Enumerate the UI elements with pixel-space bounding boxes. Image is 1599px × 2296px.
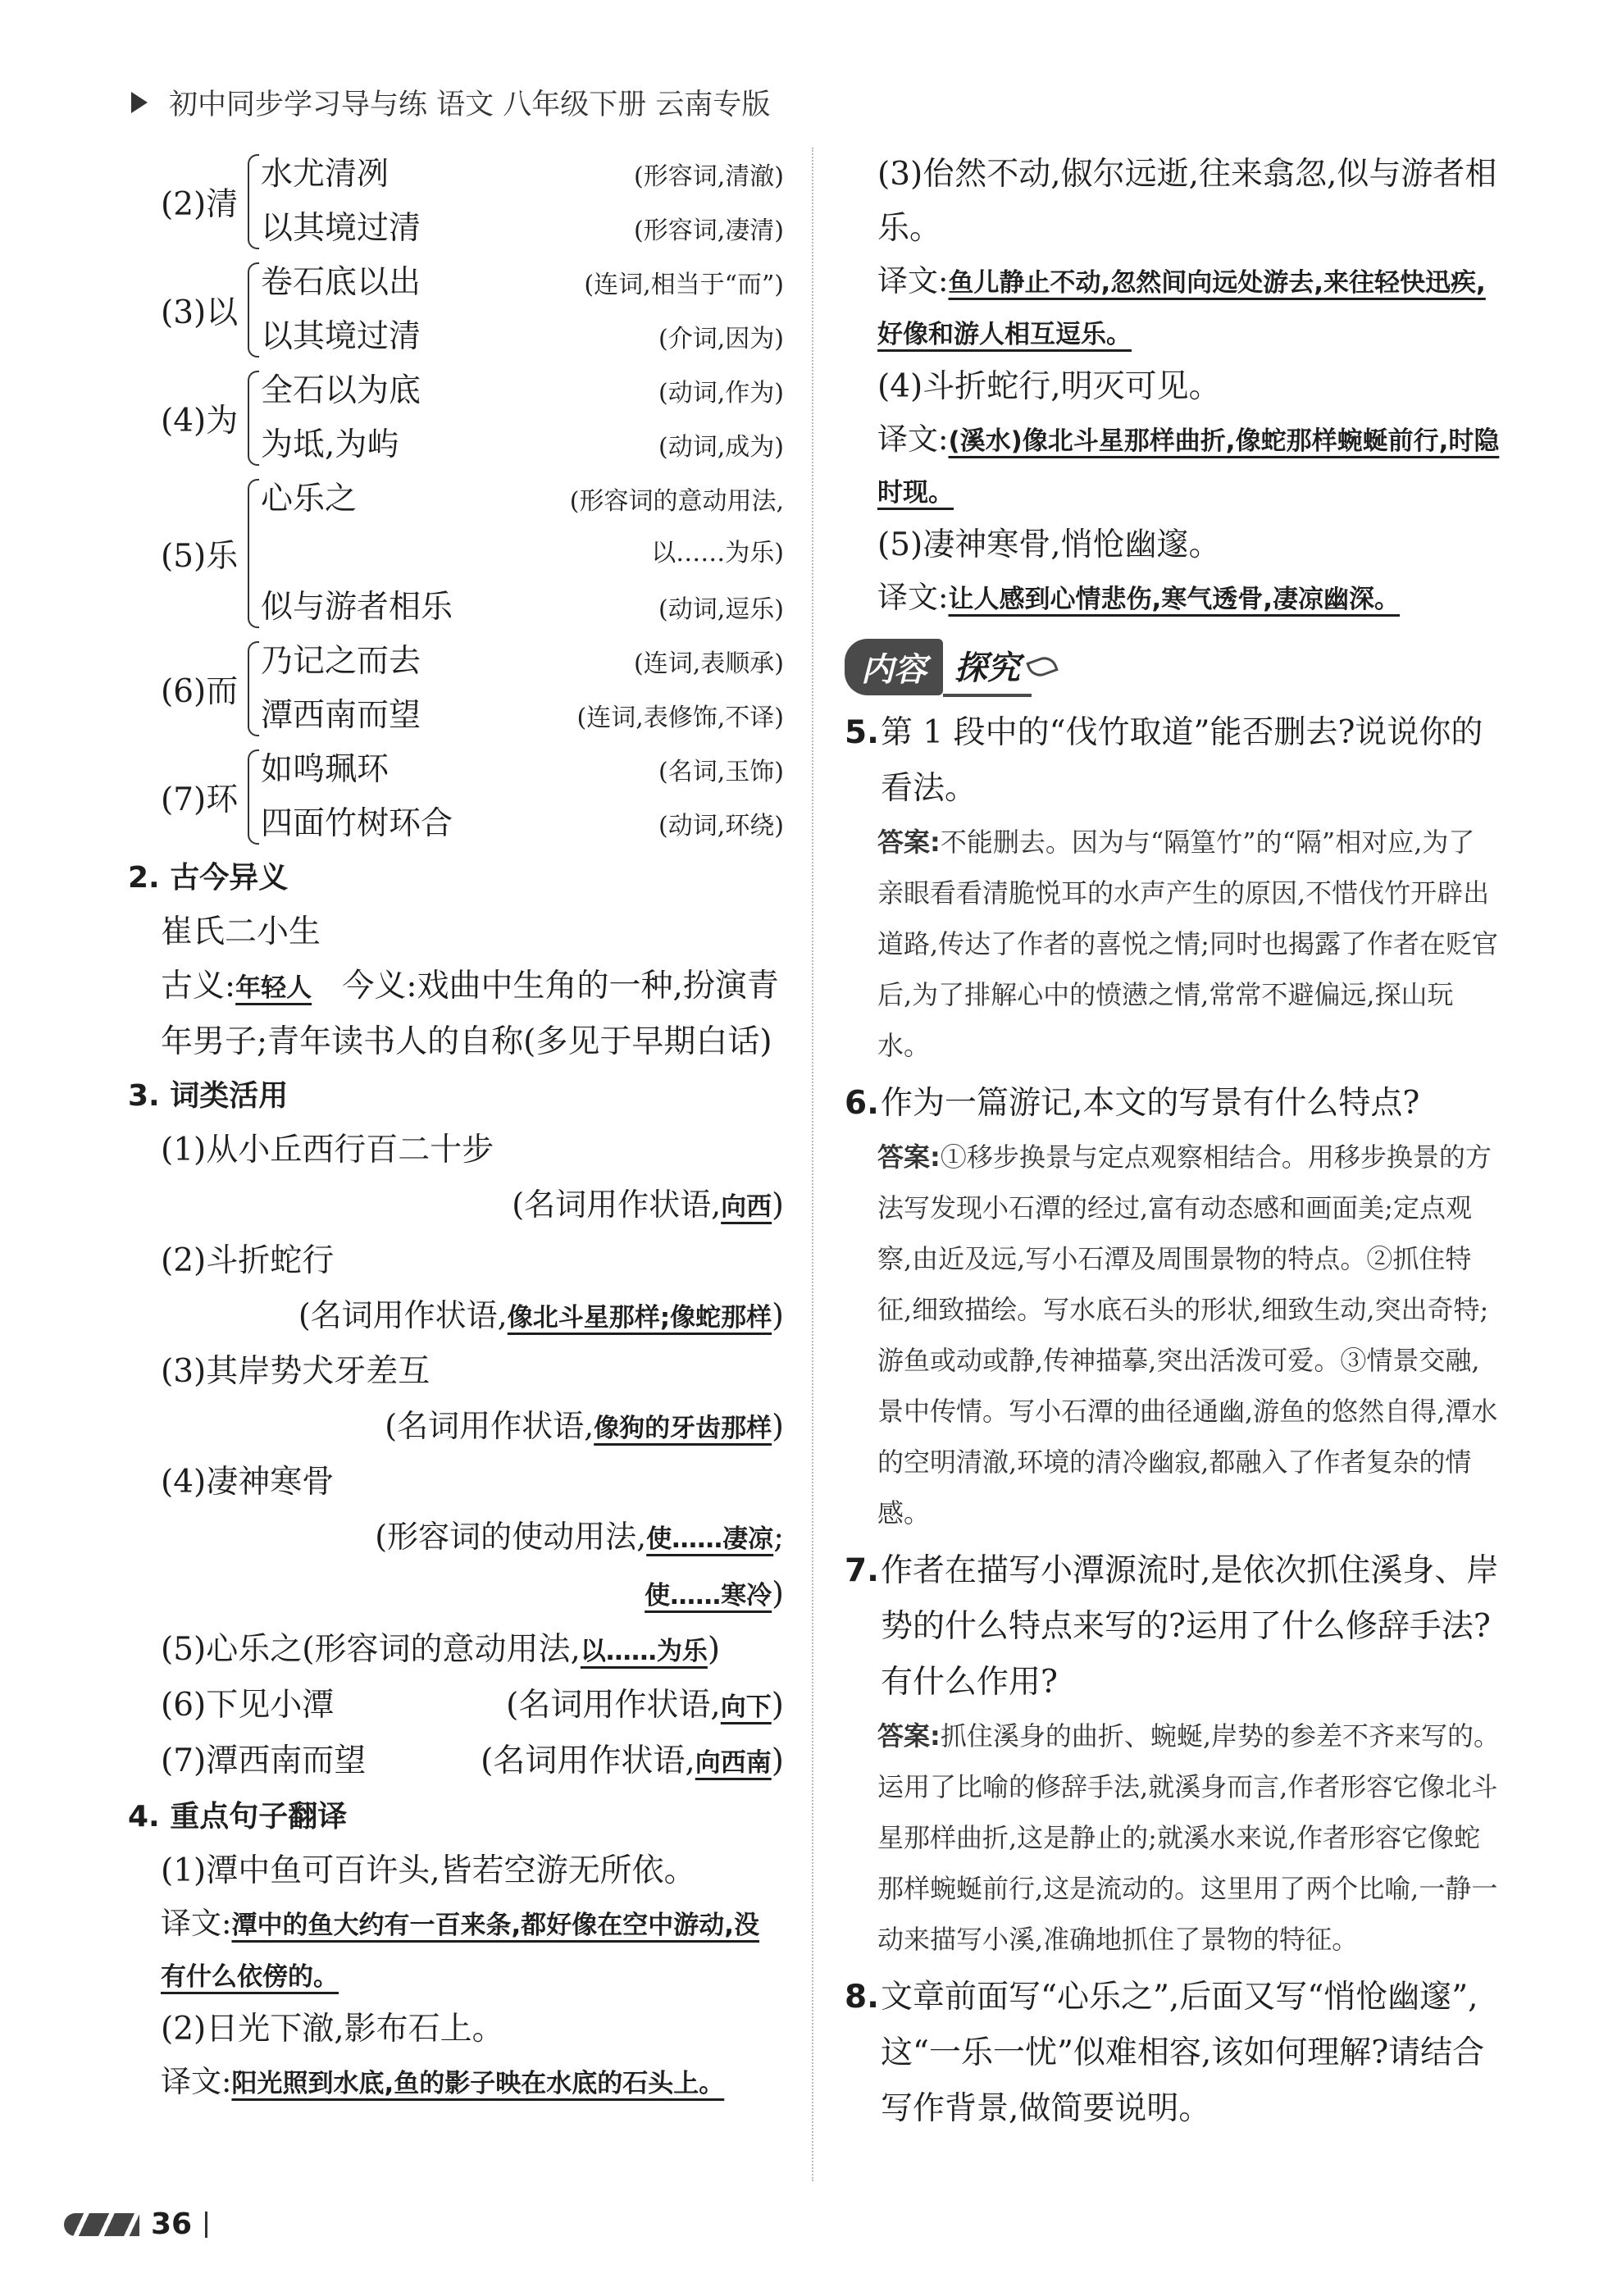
brace-icon <box>243 479 257 628</box>
example-note: (动词,环绕) <box>658 812 784 840</box>
answer-text <box>877 1711 1501 1965</box>
question-text: 作者在描写小潭源流时,是依次抓住溪身、岸势的什么特点来写的?运用了什么修辞手法?有什么作用? <box>881 1552 1499 1701</box>
answer-body: ①移步换景与定点观察相结合。用移步换景的方法写发现小石潭的经过,富有动态感和画面美;定点观察,由近及远,写小石潭及周围景物的特点。②抓住特征,细致描绘。写水底石头的形状,细致生动,突出奇特;游鱼或动或静,传神描摹,突出活泼可爱。③情景交融,景中传情。写小石潭的曲径通幽,游鱼的悠然自得,潭水的空明清澈,环境的清冷幽寂,都融入了作者复杂的情感。 <box>877 1141 1498 1528</box>
example-note: (连词,相当于“而”) <box>584 271 784 299</box>
s4-a1: 译文:潭中的鱼大约有一百来条,都好像在空中游动,没有什么依傍的。 <box>161 1906 760 1992</box>
example-row <box>261 310 784 364</box>
s3-note-4b: 使……寒冷) <box>645 1575 784 1611</box>
answer-text <box>877 1132 1501 1538</box>
left-column <box>128 148 784 2109</box>
r-a4: 译文:(溪水)像北斗星那样曲折,像蛇那样蜿蜒前行,时隐时现。 <box>877 421 1500 508</box>
question-text: 第 1 段中的“伐竹取道”能否删去?说说你的看法。 <box>881 714 1483 807</box>
s2-jin-text: 今义:戏曲中生角的一种,扮演青年男子;青年读书人的自称(多见于早期白话) <box>161 968 779 1060</box>
question-number: 7. <box>845 1552 879 1589</box>
example-sentence: 卷石底以出 <box>261 264 421 301</box>
example-row <box>261 797 784 851</box>
banner-label-b: 探究 <box>943 637 1032 697</box>
example-note: (名词,玉饰) <box>658 758 784 786</box>
group-key: (7)环 <box>161 781 239 818</box>
s4-q2: (2)日光下澈,影布石上。 <box>161 2011 504 2048</box>
s4-a2: 译文:阳光照到水底,鱼的影子映在水底的石头上。 <box>161 2064 725 2099</box>
stripes-decoration-icon <box>64 2213 139 2236</box>
example-note: (形容词,清澈) <box>634 162 784 191</box>
r-q4: (4)斗折蛇行,明灭可见。 <box>877 368 1221 405</box>
section-banner <box>845 633 1501 700</box>
polysemy-group <box>161 743 784 851</box>
group-key: (5)乐 <box>161 538 239 575</box>
example-row <box>261 526 784 581</box>
answer-text <box>877 817 1501 1071</box>
question-item <box>845 1970 1501 2137</box>
question-number: 5. <box>845 714 879 751</box>
polysemy-group <box>161 635 784 743</box>
question-number: 8. <box>845 1979 879 2016</box>
r-a5: 译文:让人感到心情悲伤,寒气透骨,凄凉幽深。 <box>877 580 1401 615</box>
answer-body: 不能删去。因为与“隔篁竹”的“隔”相对应,为了亲眼看看清脆悦耳的水声产生的原因,不惜伐竹开辟出道路,传达了作者的喜悦之情;同时也揭露了作者在贬官后,为了排解心中的愤懑之情,常常不避偏远,探山玩水。 <box>877 827 1498 1061</box>
page-number: 36 <box>151 2207 193 2241</box>
s2-gu-value: 年轻人 <box>235 973 312 1003</box>
example-sentence: 心乐之 <box>261 481 358 517</box>
r-q3: (3)佁然不动,俶尔远逝,往来翕忽,似与游者相乐。 <box>877 156 1497 247</box>
example-row <box>261 364 784 418</box>
polysemy-group <box>161 256 784 364</box>
answer-label: 答案: <box>877 1720 941 1752</box>
polysemy-group <box>161 472 784 635</box>
example-row <box>261 635 784 689</box>
play-triangle-icon <box>131 92 148 113</box>
polysemy-group <box>161 364 784 472</box>
example-row <box>261 689 784 743</box>
answer-label: 答案: <box>877 827 941 858</box>
s2-example-text: 崔氏二小生 <box>161 913 321 950</box>
answer-label: 答案: <box>877 1141 941 1173</box>
group-key: (4)为 <box>161 403 239 440</box>
example-row <box>261 743 784 797</box>
example-sentence: 以其境过清 <box>261 210 421 247</box>
s3-note-2: (名词用作状语,像北斗星那样;像蛇那样) <box>298 1297 784 1333</box>
example-row <box>261 581 784 635</box>
example-row <box>261 148 784 202</box>
brace-icon <box>243 749 257 845</box>
column-divider <box>812 148 813 2181</box>
example-note: (形容词,凄清) <box>634 216 784 245</box>
group-key: (6)而 <box>161 673 239 710</box>
s3-item-1: (1)从小丘西行百二十步 <box>161 1132 494 1168</box>
s3-item-4: (4)凄神寒骨 <box>161 1464 335 1501</box>
section-4-title: 4. 重点句子翻译 <box>128 1800 348 1834</box>
s2-gu-label: 古义: <box>161 968 236 1004</box>
example-sentence: 似与游者相乐 <box>261 589 453 626</box>
example-sentence: 以其境过清 <box>261 318 421 355</box>
group-key: (2)清 <box>161 186 239 223</box>
brace-icon <box>243 371 257 466</box>
polysemy-group <box>161 148 784 256</box>
s3-item-5: (5)心乐之(形容词的意动用法,以……为乐) <box>161 1631 721 1668</box>
s3-item-6: (6)下见小潭 (名词用作状语,向下) <box>161 1687 784 1724</box>
s3-item-2: (2)斗折蛇行 <box>161 1242 335 1279</box>
question-text: 作为一篇游记,本文的写景有什么特点? <box>881 1085 1420 1122</box>
example-note: 以……为乐) <box>651 539 784 567</box>
brace-icon <box>243 262 257 358</box>
example-row <box>261 472 784 526</box>
s2-example <box>161 905 784 959</box>
question-item <box>845 705 1501 817</box>
question-text: 文章前面写“心乐之”,后面又写“悄怆幽邃”,这“一乐一忧”似难相容,该如何理解?请结合写作背景,做简要说明。 <box>881 1979 1485 2127</box>
example-row <box>261 202 784 256</box>
polysemy-groups <box>161 148 784 851</box>
example-sentence: 如鸣珮环 <box>261 751 390 788</box>
example-sentence: 水尤清冽 <box>261 156 390 193</box>
brace-icon <box>243 641 257 736</box>
question-item <box>845 1543 1501 1711</box>
page-footer <box>64 2207 207 2241</box>
example-sentence: 乃记之而去 <box>261 643 421 680</box>
question-list <box>845 705 1501 2137</box>
example-sentence: 潭西南而望 <box>261 697 421 734</box>
example-sentence: 为坻,为屿 <box>261 426 399 463</box>
example-note: (动词,成为) <box>658 433 784 462</box>
example-note: (介词,因为) <box>658 325 784 353</box>
group-key: (3)以 <box>161 294 239 331</box>
s3-note-4a: (形容词的使动用法,使……凄凉; <box>375 1519 784 1555</box>
footer-bar <box>205 2212 207 2238</box>
running-header <box>131 82 770 123</box>
example-note: (连词,表顺承) <box>634 649 784 678</box>
example-note: (形容词的意动用法, <box>569 487 784 516</box>
s3-item-3: (3)其岸势犬牙差互 <box>161 1353 430 1390</box>
s3-item-7: (7)潭西南而望 (名词用作状语,向西南) <box>161 1742 784 1779</box>
question-number: 6. <box>845 1085 879 1122</box>
question-item <box>845 1076 1501 1132</box>
brace-icon <box>243 154 257 249</box>
r-a3: 译文:鱼儿静止不动,忽然间向远处游去,来往轻快迅疾,好像和游人相互逗乐。 <box>877 263 1486 349</box>
r-q5: (5)凄神寒骨,悄怆幽邃。 <box>877 526 1221 563</box>
example-row <box>261 256 784 310</box>
example-row <box>261 418 784 472</box>
section-3-title: 3. 词类活用 <box>128 1079 289 1113</box>
example-note: (动词,逗乐) <box>658 595 784 624</box>
right-column <box>845 148 1501 2137</box>
section-2-title: 2. 古今异义 <box>128 861 289 895</box>
s3-note-3: (名词用作状语,像狗的牙齿那样) <box>385 1408 784 1444</box>
example-sentence: 全石以为底 <box>261 372 421 409</box>
example-note: (连词,表修饰,不译) <box>576 704 784 732</box>
s2-meanings <box>161 959 784 1069</box>
answer-body: 抓住溪身的曲折、蜿蜒,岸势的参差不齐来写的。运用了比喻的修辞手法,就溪身而言,作者形容它像北斗星那样曲折,这是静止的;就溪水来说,作者形容它像蛇那样蜿蜒前行,这是流动的。这里用了两个比喻,一静一动来描写小溪,准确地抓住了景物的特征。 <box>877 1720 1500 1955</box>
example-note: (动词,作为) <box>658 379 784 408</box>
s3-note-1: (名词用作状语,向西) <box>512 1187 784 1223</box>
example-sentence: 四面竹树环合 <box>261 805 453 842</box>
header-title: 初中同步学习导与练 语文 八年级下册 云南专版 <box>169 89 771 121</box>
banner-label-a: 内容 <box>845 639 943 695</box>
s4-q1: (1)潭中鱼可百许头,皆若空游无所依。 <box>161 1852 696 1889</box>
